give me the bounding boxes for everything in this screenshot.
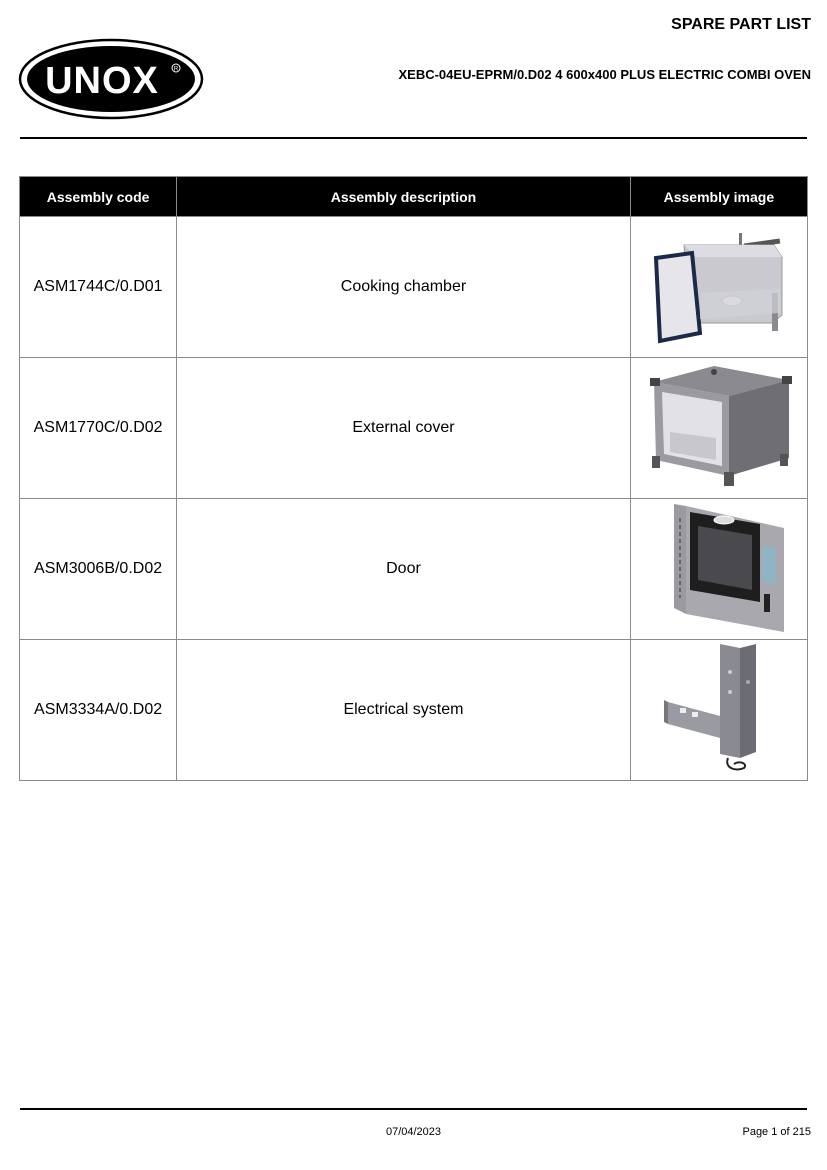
column-header-code: Assembly code bbox=[20, 177, 177, 217]
column-header-image: Assembly image bbox=[630, 177, 807, 217]
assembly-code: ASM3334A/0.D02 bbox=[20, 640, 177, 781]
cooking-chamber-image bbox=[644, 223, 794, 351]
electrical-system-image bbox=[644, 642, 794, 778]
svg-text:UNOX: UNOX bbox=[45, 60, 159, 102]
document-title: SPARE PART LIST bbox=[671, 16, 811, 33]
column-header-description: Assembly description bbox=[177, 177, 631, 217]
assembly-table bbox=[19, 176, 808, 781]
table-row bbox=[20, 217, 808, 358]
table-header-row bbox=[20, 177, 808, 217]
assembly-description: Door bbox=[177, 499, 631, 640]
assembly-description: External cover bbox=[177, 358, 631, 499]
assembly-code: ASM1744C/0.D01 bbox=[20, 217, 177, 358]
footer-date: 07/04/2023 bbox=[385, 1126, 442, 1138]
table-row bbox=[20, 358, 808, 499]
assembly-description: Electrical system bbox=[177, 640, 631, 781]
external-cover-image bbox=[644, 362, 794, 494]
assembly-description: Cooking chamber bbox=[177, 217, 631, 358]
assembly-code: ASM3006B/0.D02 bbox=[20, 499, 177, 640]
page-number: Page 1 of 215 bbox=[742, 1126, 811, 1138]
unox-logo bbox=[18, 38, 204, 120]
assembly-code: ASM1770C/0.D02 bbox=[20, 358, 177, 499]
header-divider bbox=[20, 137, 807, 139]
footer-divider bbox=[20, 1108, 807, 1110]
table-row bbox=[20, 640, 808, 781]
door-image bbox=[644, 502, 794, 636]
table-row bbox=[20, 499, 808, 640]
svg-text:R: R bbox=[173, 66, 179, 73]
document-subtitle: XEBC-04EU-EPRM/0.D02 4 600x400 PLUS ELECTRIC COMBI OVEN bbox=[398, 67, 811, 82]
